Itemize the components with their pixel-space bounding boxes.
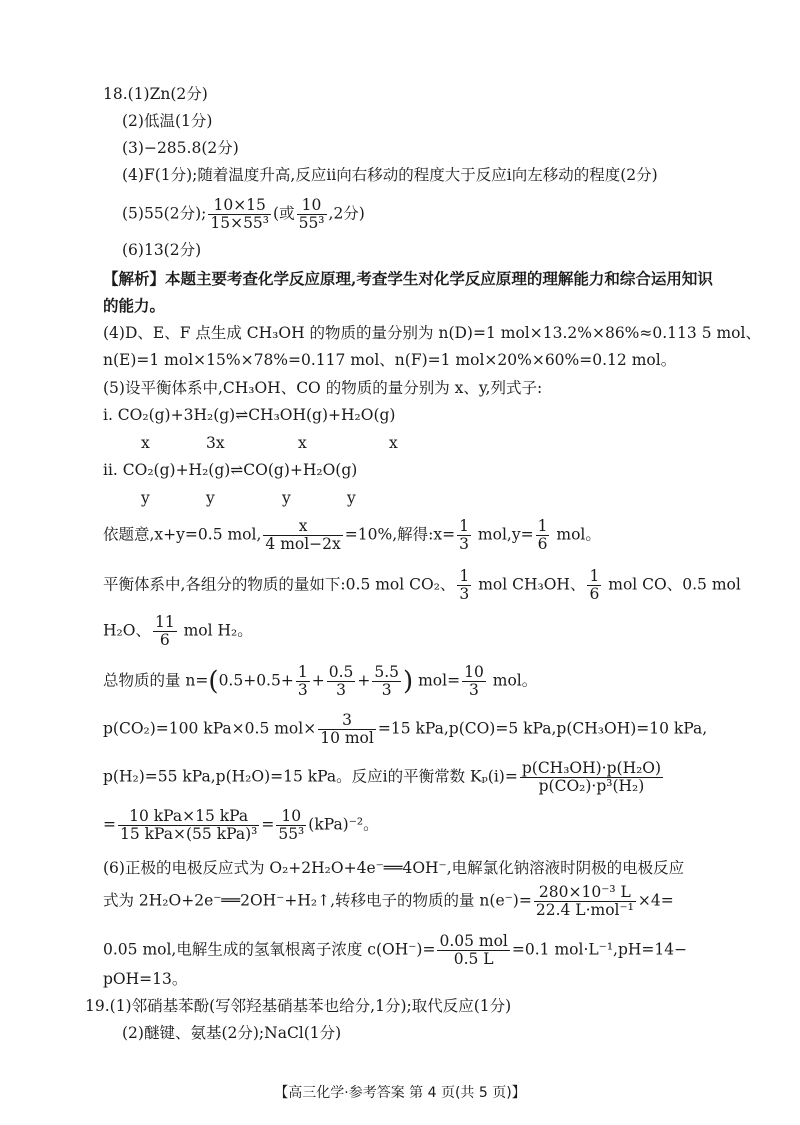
equation-solve: 依题意,x+y=0.5 mol, $\frac{x}{\text{4 mol−2x}}$ =10%,解得:x= $\frac{1}{3}$ mol,y= $\frac{1}{6}$ mol。 bbox=[103, 517, 601, 553]
reaction-ii: ⅱ. CO₂(g)+H₂(g)⇌CO(g)+H₂O(g) bbox=[103, 461, 358, 479]
electrode-6b: 式为 2H₂O+2e⁻══2OH⁻+H₂↑,转移电子的物质的量 n(e⁻)= $\frac{\text{280×10⁻³ L}}{\text{22.4 L·mol⁻¹}}$ ×4= bbox=[103, 883, 674, 919]
analysis-5a: (5)设平衡体系中,CH₃OH、CO 的物质的量分别为 x、y,列式子: bbox=[103, 379, 543, 397]
electrode-6a: (6)正极的电极反应式为 O₂+2H₂O+4e⁻══4OH⁻,电解氯化钠溶液时阴极的电极反应 bbox=[103, 859, 685, 877]
electrode-6c: 0.05 mol,电解生成的氢氧根离子浓度 c(OH⁻)= $\frac{\text{0.05 mol}}{0.5 L}$ =0.1 mol·L⁻¹,pH=14− bbox=[103, 932, 688, 968]
analysis-heading-cont: 的能力。 bbox=[103, 296, 166, 315]
reaction-ii-amount: y bbox=[347, 489, 356, 507]
q18-part4: (4)F(1分);随着温度升高,反应ⅱ向右移动的程度大于反应ⅰ向左移动的程度(2分) bbox=[122, 166, 658, 184]
fraction: $\frac{1}{6}$ bbox=[537, 517, 548, 553]
analysis-4b: n(E)=1 mol×15%×78%=0.117 mol、n(F)=1 mol×20%×60%=0.12 mol。 bbox=[103, 351, 677, 369]
reaction-i-amount: x bbox=[141, 434, 150, 452]
q18-part5: (5)55(2分); $\frac{10\times 15}{\text{15×55³}}$ (或 $\frac{10}{\text{55³}}$ ,2分) bbox=[122, 196, 365, 232]
fraction: $\frac{\text{280×10⁻³ L}}{\text{22.4 L·mol⁻¹}}$ bbox=[535, 883, 634, 919]
equilibrium-amounts: 平衡体系中,各组分的物质的量如下:0.5 mol CO₂、 $\frac{1}{3}$ mol CH₃OH、 $\frac{1}{6}$ mol CO、0.5 mol bbox=[103, 567, 741, 603]
fraction: $\frac{1}{6}$ bbox=[589, 567, 600, 603]
fraction: $\frac{10}{\text{55³}}$ bbox=[298, 196, 325, 232]
fraction: $\frac{10}{3}$ bbox=[464, 663, 484, 699]
fraction: $\frac{\text{10 kPa×15 kPa}}{\text{15 kPa×(55 kPa)³}}$ bbox=[120, 807, 258, 843]
q18-part6: (6)13(2分) bbox=[122, 241, 202, 259]
q18-part1: 18.(1)Zn(2分) bbox=[103, 85, 208, 103]
analysis-heading: 【解析】本题主要考查化学反应原理,考查学生对化学反应原理的理解能力和综合运用知识 bbox=[103, 269, 713, 288]
electrode-6d: pOH=13。 bbox=[103, 970, 188, 988]
q19-part2: (2)醚键、氨基(2分);NaCl(1分) bbox=[122, 1024, 342, 1042]
kp-value: = $\frac{\text{10 kPa×15 kPa}}{\text{15 kPa×(55 kPa)³}}$ = $\frac{10}{\text{55³}}$ (kPa)⁻²。 bbox=[103, 807, 379, 843]
fraction: $\frac{0.5}{3}$ bbox=[328, 663, 354, 699]
q19-part1: 19.(1)邻硝基苯酚(写邻羟基硝基苯也给分,1分);取代反应(1分) bbox=[85, 997, 512, 1015]
fraction: $\frac{10}{\text{55³}}$ bbox=[278, 807, 305, 843]
reaction-i-amount: x bbox=[389, 434, 398, 452]
total-amount: 总物质的量 n=(0.5+0.5+ $\frac{1}{3}$ + $\frac{0.5}{3}$ + $\frac{5.5}{3}$ ) mol= $\frac{10}{3}$ mol。 bbox=[103, 663, 538, 699]
reaction-i-amount: 3x bbox=[206, 434, 225, 452]
reaction-ii-amount: y bbox=[206, 489, 215, 507]
reaction-ii-amount: y bbox=[282, 489, 291, 507]
fraction: $\frac{1}{3}$ bbox=[459, 567, 470, 603]
fraction: $\frac{11}{6}$ bbox=[154, 613, 175, 649]
fraction: $\frac{1}{3}$ bbox=[297, 663, 308, 699]
reaction-i-amount: x bbox=[298, 434, 307, 452]
q18-part3: (3)−285.8(2分) bbox=[122, 139, 239, 157]
kp-expression: p(H₂)=55 kPa,p(H₂O)=15 kPa。反应ⅰ的平衡常数 Kₚ(ⅰ)= $\frac{\text{p(CH₃OH)·p(H₂O)}}{\text{p(CO₂)·p³(H₂)}}$ bbox=[103, 759, 662, 795]
analysis-4a: (4)D、E、F 点生成 CH₃OH 的物质的量分别为 n(D)=1 mol×13.2%×86%≈0.113 5 mol、 bbox=[103, 324, 761, 342]
fraction: $\frac{5.5}{3}$ bbox=[374, 663, 400, 699]
fraction: $\frac{\text{p(CH₃OH)·p(H₂O)}}{\text{p(CO₂)·p³(H₂)}}$ bbox=[521, 759, 662, 795]
partial-pressures: p(CO₂)=100 kPa×0.5 mol× $\frac{3}{\text{10 mol}}$ =15 kPa,p(CO)=5 kPa,p(CH₃OH)=10 kPa, bbox=[103, 711, 708, 747]
fraction: $\frac{x}{\text{4 mol−2x}}$ bbox=[265, 517, 341, 553]
reaction-ii-amount: y bbox=[141, 489, 150, 507]
fraction: $\frac{1}{3}$ bbox=[459, 517, 469, 553]
equilibrium-amounts-cont: H₂O、 $\frac{11}{6}$ mol H₂。 bbox=[103, 613, 253, 649]
fraction: $\frac{10\times 15}{\text{15×55³}}$ bbox=[210, 196, 270, 232]
reaction-i: ⅰ. CO₂(g)+3H₂(g)⇌CH₃OH(g)+H₂O(g) bbox=[103, 406, 396, 424]
q18-part2: (2)低温(1分) bbox=[122, 112, 213, 130]
fraction: $\frac{3}{\text{10 mol}}$ bbox=[320, 711, 374, 747]
fraction: $\frac{\text{0.05 mol}}{0.5 L}$ bbox=[439, 932, 508, 968]
page-footer: 【高三化学·参考答案 第 4 页(共 5 页)】 bbox=[274, 1085, 526, 1101]
